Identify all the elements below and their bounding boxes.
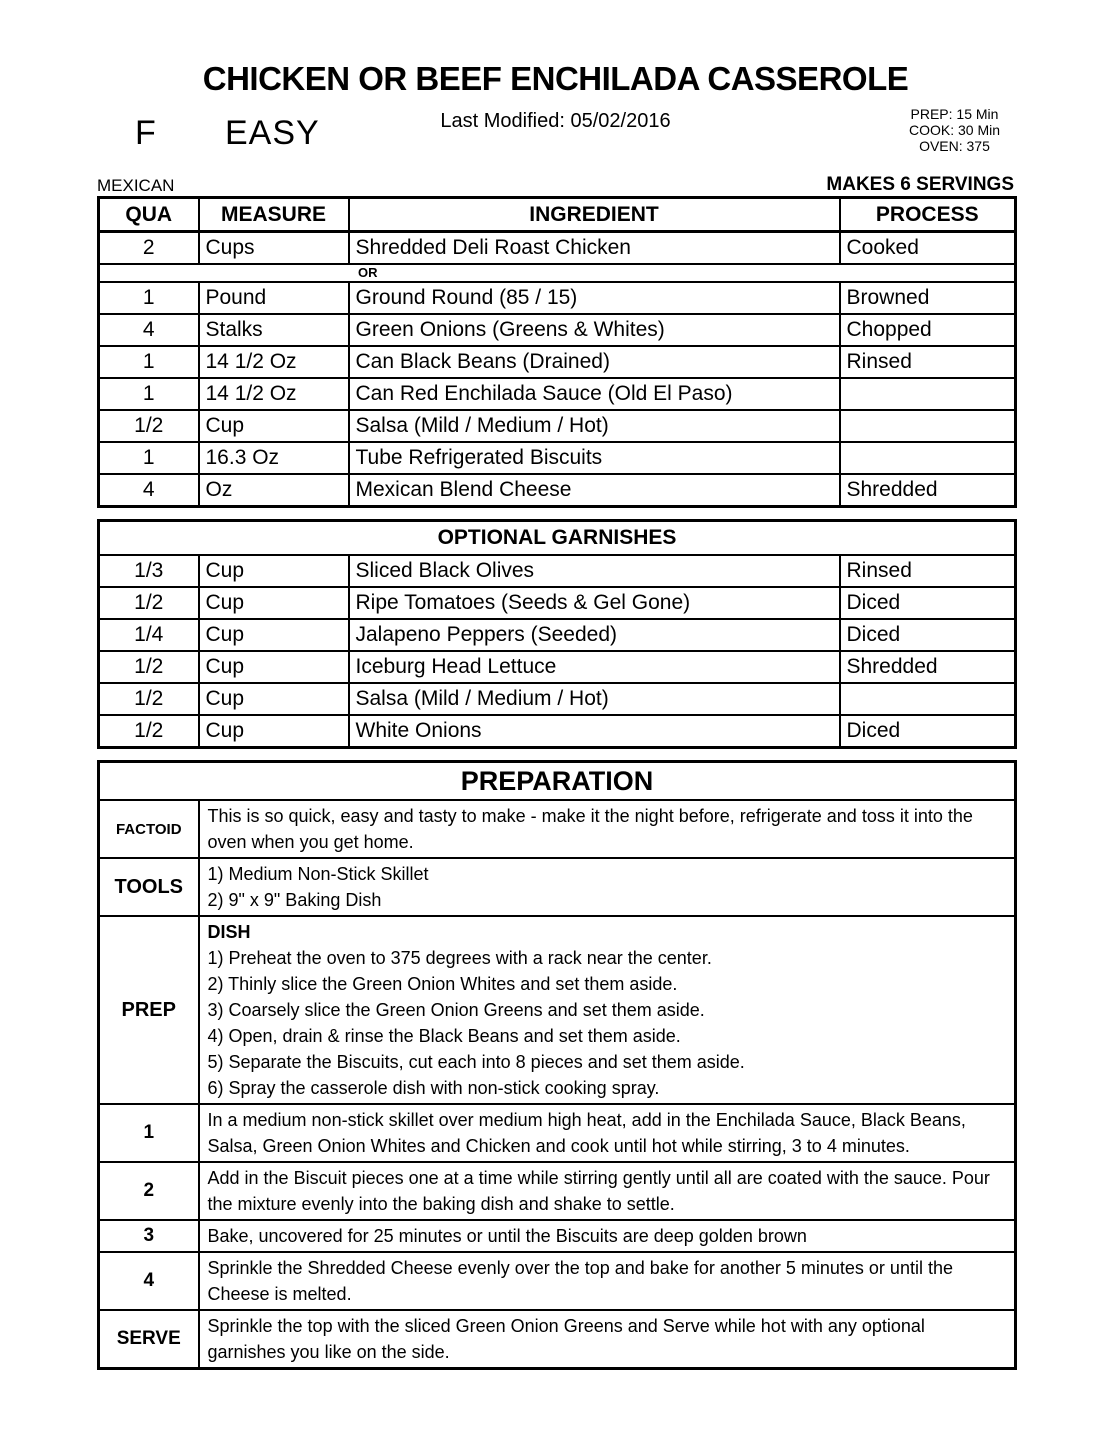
garnish-name: Iceburg Head Lettuce	[349, 651, 840, 683]
ingredient-row	[99, 346, 1016, 378]
ingredients-header-row	[99, 198, 1016, 232]
ingredient-qty: 1	[99, 346, 199, 378]
factoid-label: FACTOID	[99, 800, 199, 858]
garnish-measure: Cup	[199, 555, 349, 587]
ingredient-name: Can Red Enchilada Sauce (Old El Paso)	[349, 378, 840, 410]
preparation-table	[97, 760, 1017, 1370]
garnishes-table	[97, 519, 1017, 749]
ingredient-name: Tube Refrigerated Biscuits	[349, 442, 840, 474]
ingredient-row	[99, 232, 1016, 265]
garnish-name: Ripe Tomatoes (Seeds & Gel Gone)	[349, 587, 840, 619]
step-number: 2	[99, 1162, 199, 1220]
prep-row	[99, 916, 1016, 1104]
prep-step-item: 5) Separate the Biscuits, cut each into 8 pieces and set them aside.	[207, 1052, 745, 1072]
tools-list	[199, 858, 1016, 916]
garnishes-title: OPTIONAL GARNISHES	[99, 521, 1016, 556]
garnish-measure: Cup	[199, 683, 349, 715]
step-number: 3	[99, 1220, 199, 1252]
ingredient-process: Cooked	[840, 232, 1016, 265]
garnish-qty: 1/3	[99, 555, 199, 587]
ingredient-process: Browned	[840, 282, 1016, 314]
ingredient-name: Mexican Blend Cheese	[349, 474, 840, 507]
garnish-process: Diced	[840, 619, 1016, 651]
servings-label: MAKES 6 SERVINGS	[826, 174, 1014, 195]
or-label: OR	[99, 264, 1016, 282]
prep-heading: DISH	[207, 922, 251, 942]
ingredient-qty: 2	[99, 232, 199, 265]
page-title: CHICKEN OR BEEF ENCHILADA CASSEROLE	[202, 60, 909, 97]
prep-label: PREP	[99, 916, 199, 1104]
ingredient-qty: 1	[99, 442, 199, 474]
cuisine-label: MEXICAN	[97, 176, 175, 195]
step-row	[99, 1162, 1016, 1220]
prep-steps	[199, 916, 1016, 1104]
step-text: Add in the Biscuit pieces one at a time while stirring gently until all are coated with the sauce. Pour the mixture evenly into the baking dish and shake to settle.	[199, 1162, 1016, 1220]
recipe-content	[97, 0, 1014, 1381]
serve-text: Sprinkle the top with the sliced Green Onion Greens and Serve while hot with any optional garnishes you like on the side.	[199, 1310, 1016, 1369]
or-separator-row	[99, 264, 1016, 282]
prep-step-item: 1) Preheat the oven to 375 degrees with a rack near the center.	[207, 948, 712, 968]
step-text: Bake, uncovered for 25 minutes or until the Biscuits are deep golden brown	[199, 1220, 1016, 1252]
ingredient-measure: Stalks	[199, 314, 349, 346]
garnish-qty: 1/2	[99, 651, 199, 683]
cuisine-row	[97, 172, 1014, 196]
ingredient-name: Shredded Deli Roast Chicken	[349, 232, 840, 265]
preparation-title: PREPARATION	[99, 762, 1016, 801]
ingredient-process: Rinsed	[840, 346, 1016, 378]
garnish-row	[99, 555, 1016, 587]
ingredient-measure: Cups	[199, 232, 349, 265]
garnish-name: Sliced Black Olives	[349, 555, 840, 587]
column-header-ingredient: INGREDIENT	[349, 198, 840, 232]
preparation-header-row	[99, 762, 1016, 801]
garnish-qty: 1/2	[99, 587, 199, 619]
prep-time: PREP: 15 Min	[910, 106, 999, 122]
column-header-qua: QUA	[99, 198, 199, 232]
tool-item: 1) Medium Non-Stick Skillet	[207, 864, 429, 884]
garnish-qty: 1/4	[99, 619, 199, 651]
tool-item: 2) 9" x 9" Baking Dish	[207, 890, 382, 910]
last-modified: Last Modified: 05/02/2016	[440, 110, 671, 132]
garnish-process	[840, 683, 1016, 715]
ingredient-measure: Pound	[199, 282, 349, 314]
garnish-measure: Cup	[199, 651, 349, 683]
garnish-measure: Cup	[199, 587, 349, 619]
ingredient-qty: 1	[99, 378, 199, 410]
garnish-row	[99, 587, 1016, 619]
step-row	[99, 1104, 1016, 1162]
step-row	[99, 1252, 1016, 1310]
factoid-row	[99, 800, 1016, 858]
ingredient-process: Shredded	[840, 474, 1016, 507]
prep-step-item: 4) Open, drain & rinse the Black Beans and set them aside.	[207, 1026, 681, 1046]
tools-row	[99, 858, 1016, 916]
ingredient-measure: 16.3 Oz	[199, 442, 349, 474]
ingredients-table	[97, 196, 1017, 508]
difficulty-label: EASY	[225, 114, 320, 152]
ingredient-qty: 4	[99, 314, 199, 346]
ingredient-name: Green Onions (Greens & Whites)	[349, 314, 840, 346]
garnish-measure: Cup	[199, 715, 349, 748]
garnish-measure: Cup	[199, 619, 349, 651]
ingredient-row	[99, 410, 1016, 442]
ingredient-qty: 4	[99, 474, 199, 507]
ingredient-name: Ground Round (85 / 15)	[349, 282, 840, 314]
step-text: In a medium non-stick skillet over medium high heat, add in the Enchilada Sauce, Black Beans, Salsa, Green Onion Whites and Chicken and cook until hot while stirring, 3 to 4 minutes.	[199, 1104, 1016, 1162]
ingredient-measure: 14 1/2 Oz	[199, 378, 349, 410]
garnish-row	[99, 715, 1016, 748]
ingredient-measure: Oz	[199, 474, 349, 507]
prep-step-item: 6) Spray the casserole dish with non-stick cooking spray.	[207, 1078, 660, 1098]
ingredient-process	[840, 410, 1016, 442]
oven-temp: OVEN: 375	[919, 138, 990, 154]
recipe-meta	[97, 100, 1014, 158]
factoid-text: This is so quick, easy and tasty to make - make it the night before, refrigerate and toss it into the oven when you get home.	[199, 800, 1016, 858]
ingredient-row	[99, 442, 1016, 474]
garnish-row	[99, 651, 1016, 683]
ingredient-row	[99, 282, 1016, 314]
ingredient-qty: 1/2	[99, 410, 199, 442]
ingredient-qty: 1	[99, 282, 199, 314]
prep-step-item: 2) Thinly slice the Green Onion Whites and set them aside.	[207, 974, 678, 994]
ingredient-process: Chopped	[840, 314, 1016, 346]
garnish-name: Jalapeno Peppers (Seeded)	[349, 619, 840, 651]
garnish-qty: 1/2	[99, 683, 199, 715]
garnish-process: Diced	[840, 715, 1016, 748]
tools-label: TOOLS	[99, 858, 199, 916]
ingredient-row	[99, 314, 1016, 346]
garnish-process: Diced	[840, 587, 1016, 619]
column-header-measure: MEASURE	[199, 198, 349, 232]
serve-label: SERVE	[99, 1310, 199, 1369]
garnish-row	[99, 619, 1016, 651]
garnish-name: Salsa (Mild / Medium / Hot)	[349, 683, 840, 715]
garnishes-header-row	[99, 521, 1016, 556]
step-row	[99, 1220, 1016, 1252]
garnish-process: Rinsed	[840, 555, 1016, 587]
cook-times	[909, 106, 1000, 154]
ingredient-row	[99, 474, 1016, 507]
ingredient-name: Can Black Beans (Drained)	[349, 346, 840, 378]
serve-row	[99, 1310, 1016, 1369]
step-text: Sprinkle the Shredded Cheese evenly over the top and bake for another 5 minutes or until the Cheese is melted.	[199, 1252, 1016, 1310]
step-number: 4	[99, 1252, 199, 1310]
ingredient-process	[840, 378, 1016, 410]
garnish-qty: 1/2	[99, 715, 199, 748]
prep-step-item: 3) Coarsely slice the Green Onion Greens and set them aside.	[207, 1000, 705, 1020]
ingredient-row	[99, 378, 1016, 410]
ingredient-measure: 14 1/2 Oz	[199, 346, 349, 378]
ingredient-name: Salsa (Mild / Medium / Hot)	[349, 410, 840, 442]
garnish-name: White Onions	[349, 715, 840, 748]
category-letter: F	[135, 114, 156, 152]
column-header-process: PROCESS	[840, 198, 1016, 232]
ingredient-process	[840, 442, 1016, 474]
step-number: 1	[99, 1104, 199, 1162]
cook-time: COOK: 30 Min	[908, 122, 1000, 138]
garnish-process: Shredded	[840, 651, 1016, 683]
garnish-row	[99, 683, 1016, 715]
ingredient-measure: Cup	[199, 410, 349, 442]
